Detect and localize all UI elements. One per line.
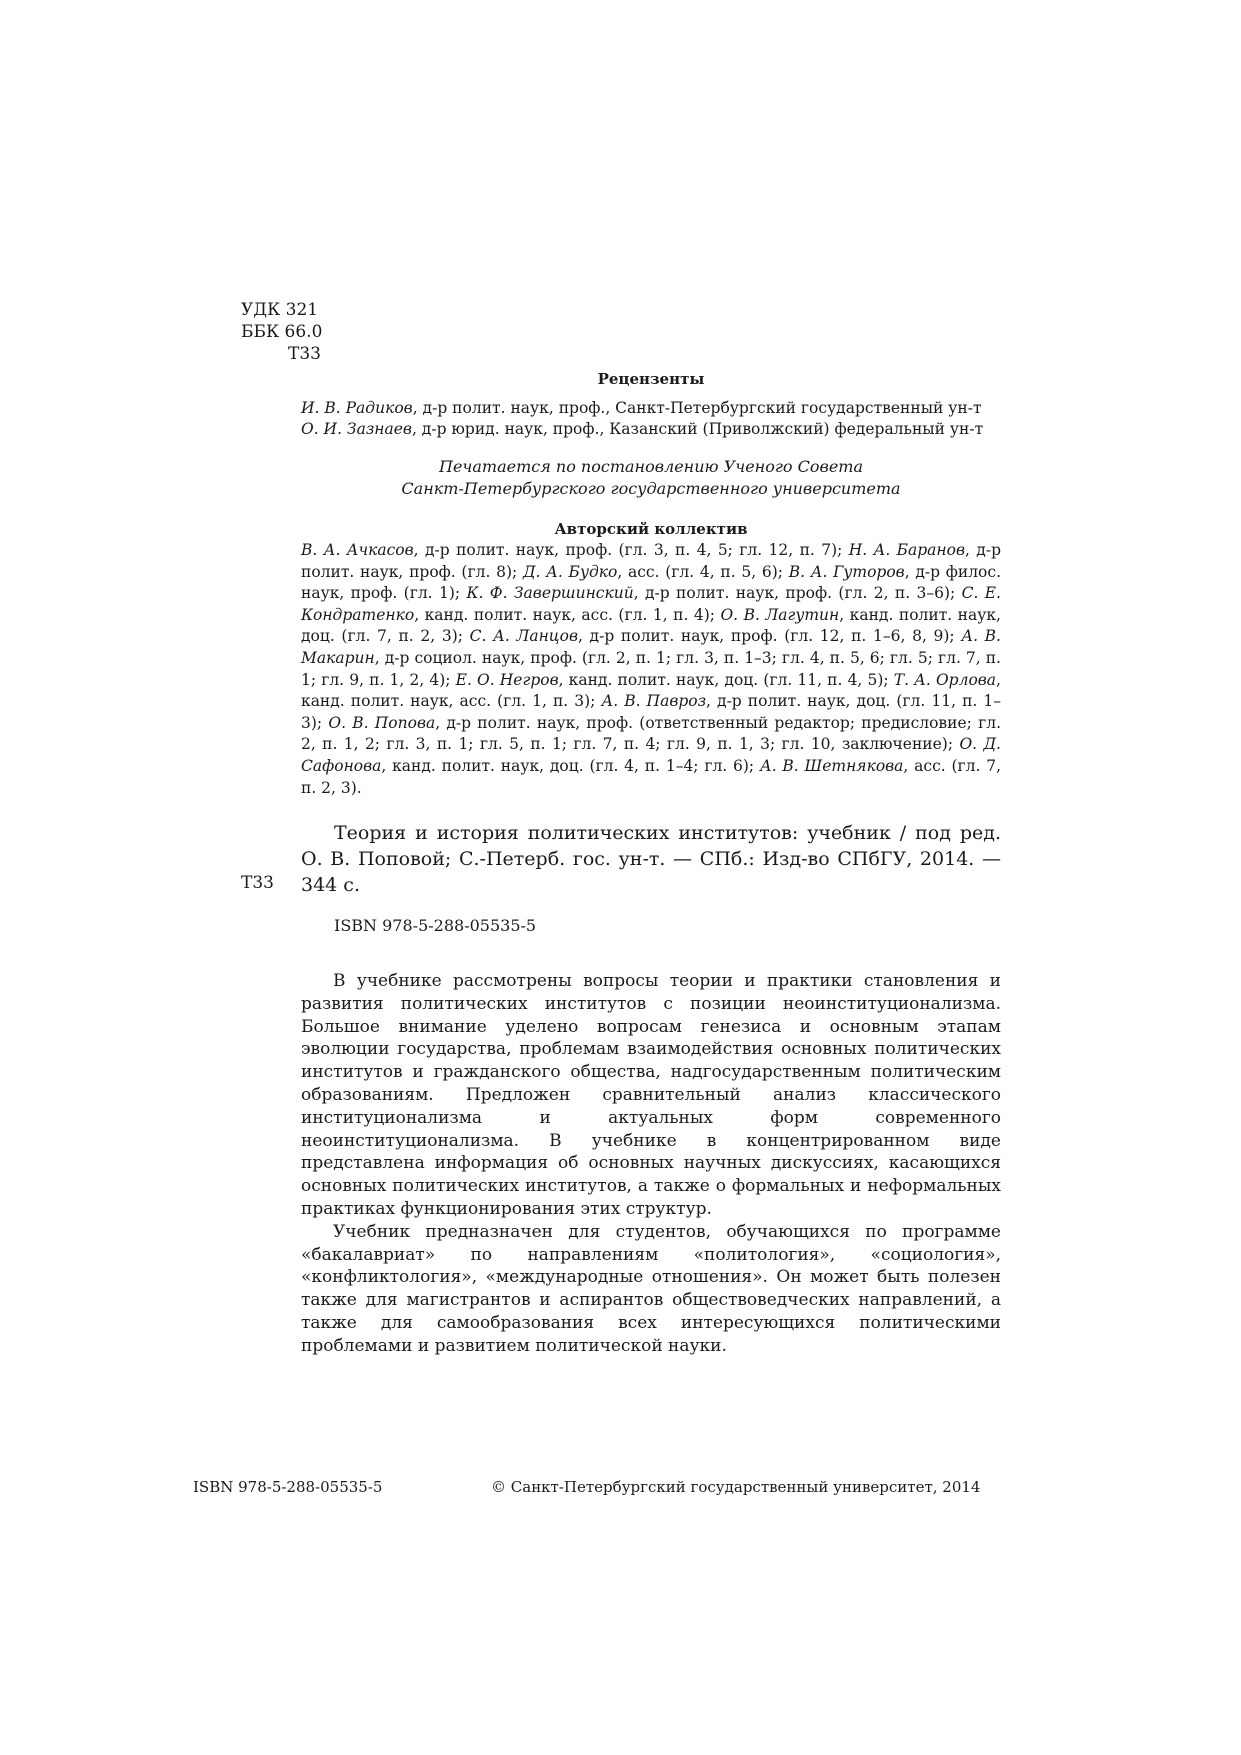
authors-section [301, 520, 1001, 799]
author-desc: , канд. полит. наук, асс. (гл. 1, п. 3); [301, 670, 1001, 711]
print-approval-line1: Печатается по постановлению Ученого Совета [438, 457, 864, 476]
author-desc: , канд. полит. наук, доц. (гл. 11, п. 4, 5); [558, 670, 894, 689]
author-name: Е. О. Негров [455, 670, 559, 689]
author-name: О. В. Попова [328, 713, 436, 732]
author-name: О. Д. Сафонова [301, 735, 1001, 775]
bbk-code: ББК 66.0 [241, 322, 323, 342]
author-name: А. В. Макарин [301, 627, 1001, 667]
author-desc: , д-р полит. наук, проф. (гл. 12, п. 1–6, 8, 9); [577, 627, 962, 646]
authors-heading: Авторский коллектив [554, 520, 748, 538]
author-name: А. В. Павроз [601, 692, 707, 711]
author-desc: , д-р полит. наук, проф. (гл. 8); [301, 541, 1001, 581]
authors-list [301, 540, 1001, 799]
author-desc: , д-р полит. наук, проф. (ответственный редактор; предисловие; гл. 2, п. 1, 2; гл. 3, п. 1; гл. 5, п. 1; гл. 7, п. 4; гл. 9, п. 1, 3; гл. 10, заключение); [301, 713, 1002, 754]
reviewer-desc: , д-р юрид. наук, проф., Казанский (Приволжский) федеральный ун-т [411, 420, 984, 438]
reviewers-section [301, 370, 1001, 440]
author-desc: , асс. (гл. 7, п. 2, 3). [301, 756, 1002, 797]
reviewers-heading: Рецензенты [597, 370, 705, 388]
author-name: А. В. Шетнякова [759, 756, 904, 775]
bibliographic-text: Теория и история политических институтов: учебник / под ред. О. В. Поповой; С.-Петерб. гос. ун-т. — СПб.: Изд-во СПбГУ, 2014. — 344 с. [301, 822, 1001, 896]
classification-codes [241, 299, 322, 365]
udk-code: УДК 321 [241, 300, 319, 320]
author-desc: , д-р филос. наук, проф. (гл. 1); [301, 562, 1001, 603]
author-name: К. Ф. Завершинский [466, 584, 634, 603]
abstract-paragraph-2: Учебник предназначен для студентов, обучающихся по программе «бакалавриат» по направлениям «политология», «социология», «конфликтология», «международные отношения». Он может быть полезен также для магистрантов и аспирантов обществоведческих направлений, а также для самообразования всех интересующихся политическими проблемами и развитием политической науки. [301, 1221, 1001, 1356]
author-desc: , канд. полит. наук, доц. (гл. 7, п. 2, 3); [301, 605, 1001, 646]
author-desc: , канд. полит. наук, асс. (гл. 1, п. 4); [414, 605, 721, 624]
isbn-line: ISBN 978-5-288-05535-5 [334, 916, 537, 935]
footer-copyright: © Санкт-Петербургский государственный университет, 2014 [491, 1478, 981, 1496]
reviewer-name: И. В. Радиков [301, 399, 413, 417]
cutter-code: Т33 [288, 344, 321, 364]
author-name: В. А. Ачкасов [301, 541, 414, 559]
author-name: Т. А. Орлова [893, 670, 997, 689]
bibliographic-description [301, 820, 1001, 898]
author-desc: , д-р полит. наук, проф. (гл. 3, п. 4, 5; гл. 12, п. 7); [413, 541, 849, 559]
print-approval [301, 456, 1001, 500]
author-desc: , д-р полит. наук, проф. (гл. 2, п. 3–6); [633, 584, 962, 603]
bibliographic-cutter: Т33 [241, 873, 274, 893]
reviewers-list [301, 398, 1001, 440]
author-name: О. В. Лагутин [720, 605, 840, 624]
author-name: Н. А. Баранов [848, 541, 965, 559]
footer-isbn: ISBN 978-5-288-05535-5 [193, 1478, 383, 1496]
reviewer-line [301, 419, 1001, 440]
reviewer-desc: , д-р полит. наук, проф., Санкт-Петербургский государственный ун-т [412, 399, 982, 417]
author-name: С. А. Ланцов [469, 627, 578, 646]
author-desc: , канд. полит. наук, доц. (гл. 4, п. 1–4; гл. 6); [381, 756, 760, 775]
author-name: Д. А. Будко [522, 562, 618, 581]
abstract-paragraph-1: В учебнике рассмотрены вопросы теории и практики становления и развития политических институтов с позиции неоинституционализма. Большое внимание уделено вопросам генезиса и основным этапам эволюции государства, проблемам взаимодействия основных политических институтов и гражданского общества, надгосударственным политическим образованиям. Предложен сравнительный анализ классического институционализма и актуальных форм современного неоинституционализма. В учебнике в концентрированном виде представлена информация об основных научных дискуссиях, касающихся основных политических институтов, а также о формальных и неформальных практиках функционирования этих структур. [301, 971, 1001, 1219]
reviewer-line [301, 398, 1001, 419]
reviewer-name: О. И. Зазнаев [301, 420, 412, 438]
author-name: С. Е. Кондратенко [301, 584, 1001, 624]
abstract [301, 970, 1001, 1358]
author-name: В. А. Гуторов [788, 562, 905, 581]
author-desc: , асс. (гл. 4, п. 5, 6); [617, 562, 789, 581]
author-desc: , д-р полит. наук, доц. (гл. 11, п. 1–3); [301, 692, 1001, 732]
author-desc: , д-р социол. наук, проф. (гл. 2, п. 1; гл. 3, п. 1–3; гл. 4, п. 5, 6; гл. 5; гл. 7, п. 1; гл. 9, п. 1, 2, 4); [301, 648, 1001, 689]
print-approval-line2: Санкт-Петербургского государственного университета [401, 479, 901, 498]
